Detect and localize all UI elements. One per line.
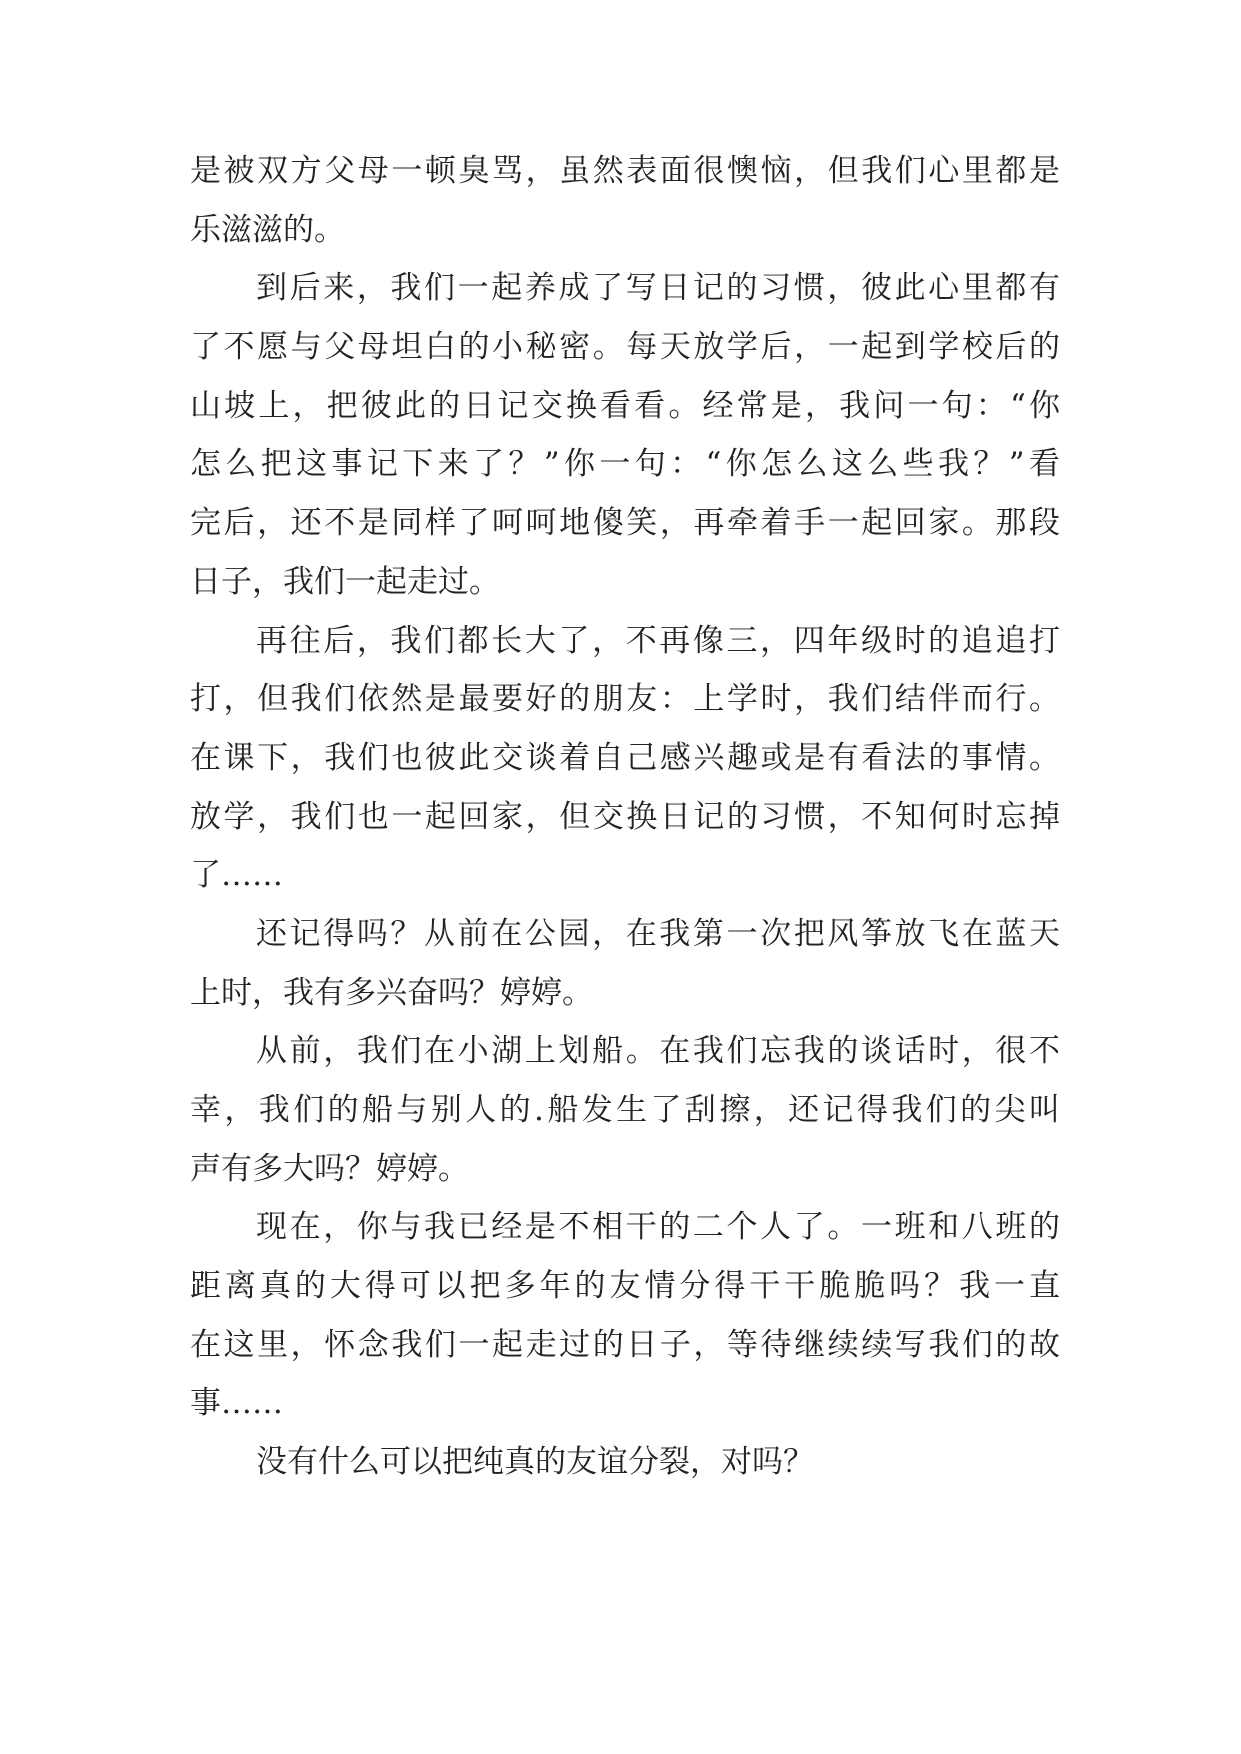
paragraph bbox=[190, 1022, 1060, 1198]
text-line: 事…… bbox=[190, 1385, 283, 1422]
text-line: 打，但我们依然是最要好的朋友：上学时，我们结伴而行。 bbox=[190, 681, 1060, 718]
text-line: 日子，我们一起走过。 bbox=[190, 563, 500, 600]
text-line: 放学，我们也一起回家，但交换日记的习惯，不知何时忘掉 bbox=[190, 798, 1060, 835]
document-page bbox=[190, 142, 1060, 1492]
text-line: 距离真的大得可以把多年的友情分得干干脆脆吗？我一直 bbox=[190, 1268, 1060, 1305]
text-line: 了不愿与父母坦白的小秘密。每天放学后，一起到学校后的 bbox=[190, 329, 1060, 366]
text-line: 是被双方父母一顿臭骂，虽然表面很懊恼，但我们心里都是 bbox=[190, 153, 1060, 189]
text-line: 还记得吗？从前在公园，在我第一次把风筝放飞在蓝天 bbox=[256, 915, 1060, 952]
text-line: 再往后，我们都长大了，不再像三，四年级时的追追打 bbox=[256, 622, 1060, 659]
text-line: 没有什么可以把纯真的友谊分裂，对吗？ bbox=[256, 1444, 814, 1481]
paragraph bbox=[190, 142, 1060, 259]
text-line: 声有多大吗？婷婷。 bbox=[190, 1150, 469, 1187]
text-line: 了…… bbox=[190, 857, 283, 894]
text-line: 完后，还不是同样了呵呵地傻笑，再牵着手一起回家。那段 bbox=[190, 505, 1060, 542]
text-line: 上时，我有多兴奋吗？婷婷。 bbox=[190, 974, 593, 1011]
text-line: 从前，我们在小湖上划船。在我们忘我的谈话时，很不 bbox=[256, 1033, 1060, 1070]
text-line: 在这里，怀念我们一起走过的日子，等待继续续写我们的故 bbox=[190, 1326, 1060, 1363]
text-line: 现在，你与我已经是不相干的二个人了。一班和八班的 bbox=[256, 1209, 1060, 1246]
text-line: 怎么把这事记下来了？”你一句：“你怎么这么些我？”看 bbox=[190, 446, 1060, 483]
paragraph bbox=[190, 612, 1060, 905]
text-line: 幸，我们的船与别人的.船发生了刮擦，还记得我们的尖叫 bbox=[190, 1092, 1060, 1128]
text-line: 乐滋滋的。 bbox=[190, 211, 345, 248]
text-line: 山坡上，把彼此的日记交换看看。经常是，我问一句：“你 bbox=[190, 387, 1060, 424]
text-line: 在课下，我们也彼此交谈着自己感兴趣或是有看法的事情。 bbox=[190, 739, 1060, 776]
paragraph bbox=[190, 1198, 1060, 1433]
paragraph bbox=[190, 259, 1060, 611]
paragraph bbox=[190, 905, 1060, 1022]
paragraph bbox=[190, 1433, 1060, 1492]
text-line: 到后来，我们一起养成了写日记的习惯，彼此心里都有 bbox=[256, 270, 1060, 307]
